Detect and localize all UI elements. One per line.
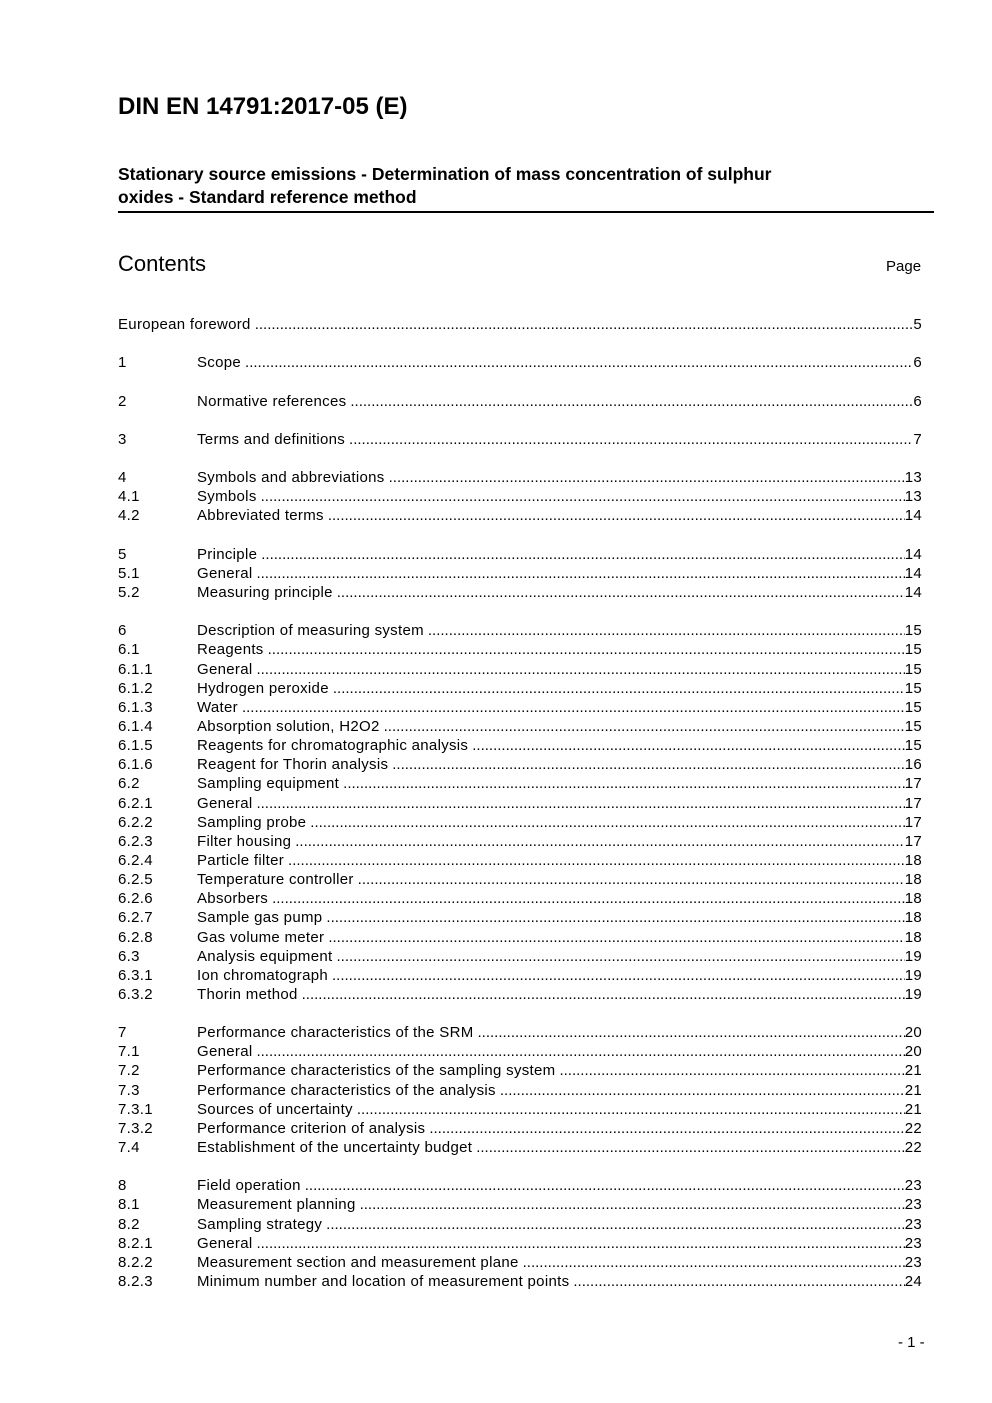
toc-entry[interactable] — [118, 966, 922, 985]
toc-entry[interactable] — [118, 506, 922, 525]
toc-dot-leader — [476, 1138, 905, 1157]
toc-entry-number: 8.1 — [118, 1196, 140, 1214]
toc-entry-title: Reagents — [197, 640, 268, 659]
toc-entry-page: 19 — [904, 947, 922, 965]
toc-entry-title: Abbreviated terms — [197, 506, 328, 525]
toc-dot-leader — [305, 1176, 905, 1195]
toc-entry-title: Temperature controller — [197, 870, 358, 889]
toc-entry-page: 23 — [904, 1215, 922, 1233]
toc-dot-leader — [245, 353, 913, 372]
toc-entry-number: 8 — [118, 1177, 127, 1195]
toc-entry-number: 6.2.1 — [118, 794, 153, 812]
toc-dot-leader — [360, 1195, 905, 1214]
toc-dot-leader — [256, 1234, 904, 1253]
toc-entry-title: Minimum number and location of measurement points — [197, 1272, 573, 1291]
toc-dot-leader — [261, 487, 905, 506]
toc-entry-number: 8.2 — [118, 1215, 140, 1233]
toc-entry[interactable] — [118, 315, 922, 334]
toc-entry[interactable] — [118, 621, 922, 640]
toc-entry-number: 6.2.5 — [118, 871, 153, 889]
toc-entry-number: 6.1.4 — [118, 717, 153, 735]
toc-entry[interactable] — [118, 928, 922, 947]
toc-entry-page: 15 — [904, 717, 922, 735]
toc-dot-leader — [328, 928, 904, 947]
toc-entry-page: 18 — [904, 851, 922, 869]
toc-entry-page: 23 — [904, 1234, 922, 1252]
toc-entry-number: 6.1.2 — [118, 679, 153, 697]
toc-entry-title: Thorin method — [197, 985, 302, 1004]
toc-entry-number: 6.2.4 — [118, 851, 153, 869]
toc-spacer — [118, 602, 922, 621]
toc-entry-title: Symbols — [197, 487, 261, 506]
toc-entry[interactable] — [118, 755, 922, 774]
toc-entry-title: Water — [197, 698, 242, 717]
toc-entry-number: 4 — [118, 469, 127, 487]
toc-entry-title: Field operation — [197, 1176, 305, 1195]
toc-entry-page: 18 — [904, 928, 922, 946]
toc-dot-leader — [333, 679, 905, 698]
toc-entry[interactable] — [118, 487, 922, 506]
toc-entry-number: 2 — [118, 392, 127, 410]
toc-entry[interactable] — [118, 1100, 922, 1119]
toc-entry-title: Reagent for Thorin analysis — [197, 755, 392, 774]
toc-entry-page: 16 — [904, 756, 922, 774]
toc-spacer — [118, 526, 922, 545]
toc-entry-number: 6.3.1 — [118, 966, 153, 984]
toc-entry-title: General — [197, 660, 256, 679]
toc-entry-page: 17 — [904, 813, 922, 831]
toc-entry-title: Measurement planning — [197, 1195, 360, 1214]
toc-dot-leader — [428, 621, 905, 640]
toc-entry-page: 14 — [904, 545, 922, 563]
toc-entry-page: 6 — [913, 354, 922, 372]
toc-entry-page: 15 — [904, 622, 922, 640]
toc-entry-number: 6.2.7 — [118, 909, 153, 927]
toc-entry-number: 7.3 — [118, 1081, 140, 1099]
toc-entry[interactable] — [118, 353, 922, 372]
toc-entry-title: Sources of uncertainty — [197, 1100, 357, 1119]
page-number-footer: - 1 - — [898, 1334, 925, 1351]
toc-entry-number: 6.2.2 — [118, 813, 153, 831]
toc-entry-number: 7.3.1 — [118, 1100, 153, 1118]
toc-dot-leader — [389, 468, 905, 487]
toc-spacer — [118, 411, 922, 430]
toc-entry[interactable] — [118, 717, 922, 736]
toc-entry-title: Sampling strategy — [197, 1215, 326, 1234]
toc-dot-leader — [288, 851, 905, 870]
toc-entry-page: 23 — [904, 1177, 922, 1195]
toc-entry-number: 6.1.6 — [118, 756, 153, 774]
toc-dot-leader — [429, 1119, 904, 1138]
toc-spacer — [118, 1004, 922, 1023]
toc-entry-number: 5.2 — [118, 583, 140, 601]
toc-entry-title: Gas volume meter — [197, 928, 328, 947]
toc-entry[interactable] — [118, 1253, 922, 1272]
toc-entry-title: Sample gas pump — [197, 908, 326, 927]
toc-dot-leader — [332, 966, 905, 985]
toc-dot-leader — [350, 392, 913, 411]
toc-entry-title: Performance criterion of analysis — [197, 1119, 429, 1138]
toc-entry-page: 17 — [904, 794, 922, 812]
toc-entry[interactable] — [118, 1081, 922, 1100]
toc-entry[interactable] — [118, 640, 922, 659]
toc-entry-number: 8.2.2 — [118, 1253, 153, 1271]
toc-entry[interactable] — [118, 947, 922, 966]
toc-entry[interactable] — [118, 889, 922, 908]
toc-entry[interactable] — [118, 908, 922, 927]
toc-dot-leader — [478, 1023, 905, 1042]
toc-entry[interactable] — [118, 679, 922, 698]
toc-entry[interactable] — [118, 851, 922, 870]
table-of-contents — [118, 315, 922, 1291]
toc-dot-leader — [268, 640, 905, 659]
toc-entry-title: Principle — [197, 545, 261, 564]
toc-entry-title: Performance characteristics of the SRM — [197, 1023, 478, 1042]
toc-entry[interactable] — [118, 794, 922, 813]
toc-spacer — [118, 1157, 922, 1176]
toc-dot-leader — [272, 889, 905, 908]
toc-entry-title: Filter housing — [197, 832, 295, 851]
toc-entry-title: Performance characteristics of the analysis — [197, 1081, 500, 1100]
toc-entry-number: 6.1.3 — [118, 698, 153, 716]
toc-entry[interactable] — [118, 1176, 922, 1195]
toc-entry-number: 8.2.1 — [118, 1234, 153, 1252]
toc-dot-leader — [384, 717, 905, 736]
toc-dot-leader — [326, 1215, 905, 1234]
toc-entry-title: Terms and definitions — [197, 430, 349, 449]
toc-entry-title: Measuring principle — [197, 583, 337, 602]
toc-entry-page: 18 — [904, 890, 922, 908]
toc-entry-page: 23 — [904, 1196, 922, 1214]
toc-entry-number: 7 — [118, 1024, 127, 1042]
toc-entry-number: 5 — [118, 545, 127, 563]
toc-entry-number: 6.2.6 — [118, 890, 153, 908]
toc-entry-page: 13 — [904, 469, 922, 487]
toc-entry-number: 1 — [118, 354, 127, 372]
toc-dot-leader — [255, 315, 914, 334]
toc-spacer — [118, 449, 922, 468]
toc-entry-number: 6.1.1 — [118, 660, 153, 678]
toc-dot-leader — [392, 755, 904, 774]
toc-entry[interactable] — [118, 583, 922, 602]
toc-dot-leader — [256, 1042, 904, 1061]
toc-entry[interactable] — [118, 1215, 922, 1234]
toc-entry[interactable] — [118, 660, 922, 679]
toc-dot-leader — [559, 1061, 904, 1080]
toc-entry-title: Absorption solution, H2O2 — [197, 717, 384, 736]
toc-dot-leader — [343, 774, 905, 793]
toc-entry-title: General — [197, 1042, 256, 1061]
toc-dot-leader — [256, 660, 904, 679]
toc-entry-title: General — [197, 1234, 256, 1253]
toc-entry-title: Sampling equipment — [197, 774, 343, 793]
toc-dot-leader — [500, 1081, 905, 1100]
toc-entry-title: Analysis equipment — [197, 947, 336, 966]
toc-entry-number: 6 — [118, 622, 127, 640]
toc-dot-leader — [295, 832, 904, 851]
toc-entry[interactable] — [118, 1138, 922, 1157]
toc-entry-page: 18 — [904, 871, 922, 889]
toc-entry-title: Measurement section and measurement plane — [197, 1253, 523, 1272]
toc-entry-title: Establishment of the uncertainty budget — [197, 1138, 476, 1157]
toc-entry[interactable] — [118, 1042, 922, 1061]
toc-entry-page: 21 — [904, 1062, 922, 1080]
toc-entry[interactable] — [118, 985, 922, 1004]
toc-dot-leader — [310, 813, 904, 832]
toc-dot-leader — [358, 870, 905, 889]
toc-entry-number: 4.2 — [118, 507, 140, 525]
toc-entry-number: 3 — [118, 430, 127, 448]
toc-entry-number: 6.3 — [118, 947, 140, 965]
toc-entry-title: European foreword — [118, 315, 255, 334]
toc-entry-page: 24 — [904, 1273, 922, 1291]
toc-entry[interactable] — [118, 1119, 922, 1138]
subtitle-line-1: Stationary source emissions - Determination of mass concentration of sulphur — [118, 164, 772, 184]
toc-dot-leader — [523, 1253, 905, 1272]
toc-dot-leader — [256, 794, 904, 813]
toc-entry[interactable] — [118, 392, 922, 411]
toc-entry-page: 17 — [904, 775, 922, 793]
toc-entry[interactable] — [118, 1023, 922, 1042]
toc-entry[interactable] — [118, 1061, 922, 1080]
document-subtitle — [118, 163, 934, 213]
toc-entry-page: 20 — [904, 1043, 922, 1061]
toc-dot-leader — [326, 908, 904, 927]
toc-entry[interactable] — [118, 870, 922, 889]
subtitle-line-2: oxides - Standard reference method — [118, 187, 417, 207]
toc-entry-title: Symbols and abbreviations — [197, 468, 389, 487]
toc-entry-page: 22 — [904, 1119, 922, 1137]
toc-entry-page: 7 — [913, 430, 922, 448]
toc-entry-number: 6.2.8 — [118, 928, 153, 946]
toc-entry-number: 7.4 — [118, 1139, 140, 1157]
toc-entry-number: 6.2.3 — [118, 832, 153, 850]
toc-entry-number: 6.2 — [118, 775, 140, 793]
toc-dot-leader — [328, 506, 905, 525]
toc-entry-page: 15 — [904, 679, 922, 697]
toc-entry-page: 15 — [904, 698, 922, 716]
toc-dot-leader — [357, 1100, 905, 1119]
toc-entry[interactable] — [118, 736, 922, 755]
toc-entry-page: 21 — [904, 1100, 922, 1118]
toc-entry-page: 22 — [904, 1139, 922, 1157]
toc-entry-title: Reagents for chromatographic analysis — [197, 736, 472, 755]
toc-entry-number: 8.2.3 — [118, 1273, 153, 1291]
toc-entry[interactable] — [118, 564, 922, 583]
toc-entry-title: Sampling probe — [197, 813, 310, 832]
toc-dot-leader — [472, 736, 904, 755]
toc-entry-page: 21 — [904, 1081, 922, 1099]
toc-entry-number: 5.1 — [118, 564, 140, 582]
toc-dot-leader — [256, 564, 904, 583]
toc-entry-number: 6.3.2 — [118, 985, 153, 1003]
document-id: DIN EN 14791:2017-05 (E) — [118, 93, 408, 120]
toc-dot-leader — [261, 545, 904, 564]
toc-entry-page: 15 — [904, 641, 922, 659]
toc-entry-number: 7.2 — [118, 1062, 140, 1080]
toc-entry-number: 6.1 — [118, 641, 140, 659]
toc-dot-leader — [573, 1272, 904, 1291]
toc-entry[interactable] — [118, 698, 922, 717]
toc-entry-page: 17 — [904, 832, 922, 850]
toc-entry-page: 15 — [904, 737, 922, 755]
toc-entry[interactable] — [118, 468, 922, 487]
toc-entry-number: 7.1 — [118, 1043, 140, 1061]
toc-entry[interactable] — [118, 1272, 922, 1291]
toc-entry-page: 15 — [904, 660, 922, 678]
toc-entry[interactable] — [118, 832, 922, 851]
toc-dot-leader — [337, 583, 905, 602]
toc-entry[interactable] — [118, 545, 922, 564]
toc-dot-leader — [242, 698, 905, 717]
toc-dot-leader — [302, 985, 905, 1004]
toc-dot-leader — [349, 430, 913, 449]
toc-spacer — [118, 372, 922, 391]
toc-entry-title: Scope — [197, 353, 245, 372]
toc-entry-title: Particle filter — [197, 851, 288, 870]
toc-entry-title: Performance characteristics of the sampling system — [197, 1061, 559, 1080]
toc-entry-title: Normative references — [197, 392, 350, 411]
toc-entry-page: 20 — [904, 1024, 922, 1042]
toc-entry-page: 23 — [904, 1253, 922, 1271]
toc-spacer — [118, 334, 922, 353]
toc-entry[interactable] — [118, 430, 922, 449]
toc-entry-number: 4.1 — [118, 488, 140, 506]
toc-entry-page: 6 — [913, 392, 922, 410]
toc-entry[interactable] — [118, 774, 922, 793]
contents-heading: Contents — [118, 251, 207, 276]
toc-dot-leader — [336, 947, 904, 966]
page-column-label: Page — [886, 258, 922, 275]
toc-entry-title: Hydrogen peroxide — [197, 679, 333, 698]
toc-entry[interactable] — [118, 1195, 922, 1214]
toc-entry-page: 14 — [904, 507, 922, 525]
toc-entry-title: Description of measuring system — [197, 621, 428, 640]
toc-entry[interactable] — [118, 813, 922, 832]
toc-entry-title: Ion chromatograph — [197, 966, 332, 985]
toc-entry-title: Absorbers — [197, 889, 272, 908]
toc-entry[interactable] — [118, 1234, 922, 1253]
toc-entry-page: 19 — [904, 966, 922, 984]
toc-entry-page: 14 — [904, 564, 922, 582]
toc-entry-page: 19 — [904, 985, 922, 1003]
toc-entry-number: 6.1.5 — [118, 737, 153, 755]
toc-entry-number: 7.3.2 — [118, 1119, 153, 1137]
toc-entry-page: 5 — [913, 316, 922, 333]
toc-entry-title: General — [197, 564, 256, 583]
toc-entry-page: 14 — [904, 583, 922, 601]
toc-entry-page: 18 — [904, 909, 922, 927]
toc-entry-title: General — [197, 794, 256, 813]
toc-entry-page: 13 — [904, 488, 922, 506]
